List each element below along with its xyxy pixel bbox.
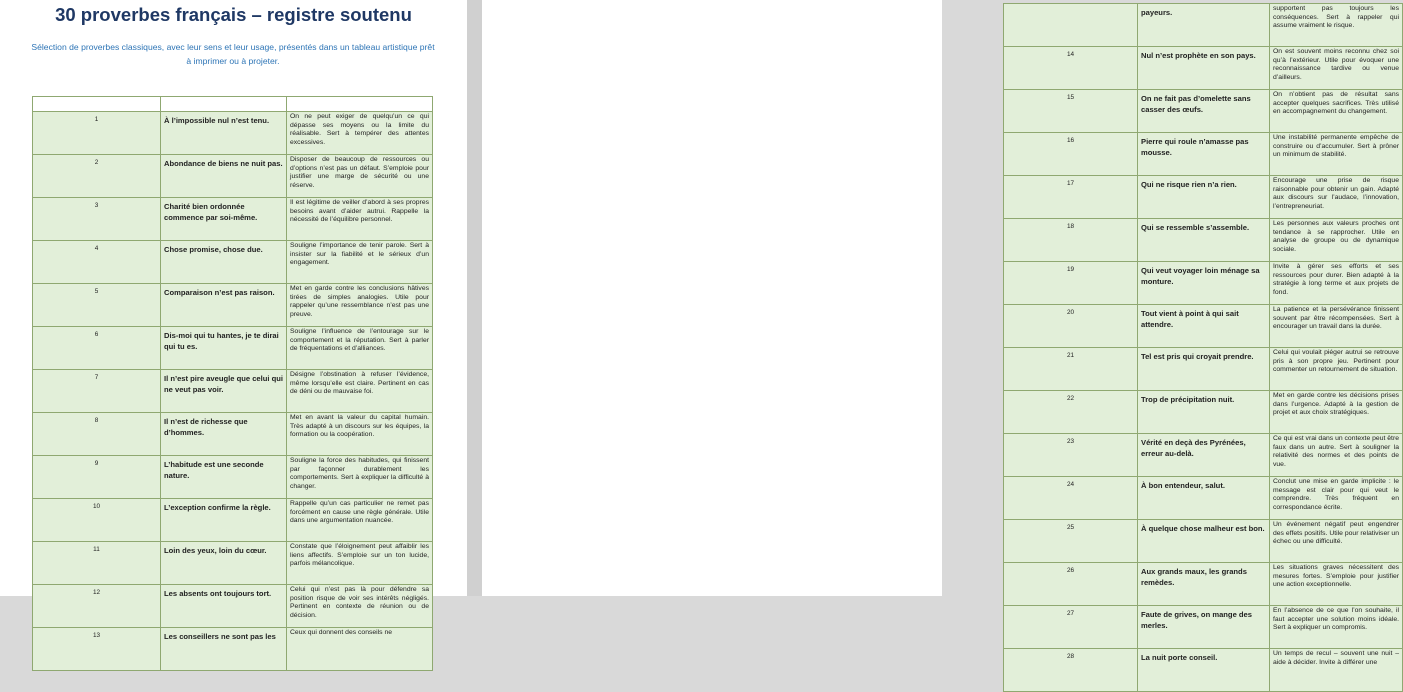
table-row bbox=[33, 198, 433, 241]
row-number: 24 bbox=[1066, 481, 1075, 488]
row-proverb-cell bbox=[161, 112, 287, 155]
row-proverb-cell bbox=[161, 413, 287, 456]
usage-text: Souligne l’influence de l’entourage sur le comportement et la réputation. Sert à parler de fréquentations et d’alliances. bbox=[290, 328, 429, 353]
proverb-text: On ne fait pas d’omelette sans casser des œufs. bbox=[1141, 94, 1251, 114]
table-row bbox=[1004, 219, 1403, 262]
proverb-text: Il n’est pire aveugle que celui qui ne veut pas voir. bbox=[164, 374, 284, 394]
row-num-cell bbox=[1004, 606, 1138, 649]
table-row bbox=[33, 628, 433, 671]
row-proverb-cell bbox=[1138, 4, 1270, 47]
table-row bbox=[1004, 563, 1403, 606]
row-number: 3 bbox=[94, 202, 99, 209]
usage-text: On est souvent moins reconnu chez soi qu’à l’extérieur. Utile pour évoquer une reconnaissance tardive ou venue d’ailleurs. bbox=[1273, 48, 1399, 82]
header-cell-usage bbox=[287, 97, 433, 112]
proverb-text: Dis-moi qui tu hantes, je te dirai qui tu es. bbox=[164, 331, 279, 351]
table-row bbox=[33, 155, 433, 198]
row-number: 28 bbox=[1066, 653, 1075, 660]
row-usage-cell bbox=[1270, 90, 1403, 133]
row-num-cell bbox=[1004, 520, 1138, 563]
row-number: 27 bbox=[1066, 610, 1075, 617]
proverb-text: Nul n’est prophète en son pays. bbox=[1141, 51, 1256, 60]
usage-text: Un temps de recul – souvent une nuit – aide à décider. Invite à différer une bbox=[1273, 650, 1399, 666]
table-row bbox=[33, 585, 433, 628]
row-usage-cell bbox=[1270, 219, 1403, 262]
row-proverb-cell bbox=[1138, 649, 1270, 692]
row-number: 6 bbox=[94, 331, 99, 338]
row-number: 2 bbox=[94, 159, 99, 166]
document-page-right bbox=[482, 0, 1399, 666]
row-num-cell bbox=[1004, 434, 1138, 477]
row-number: 17 bbox=[1066, 180, 1075, 187]
row-num-cell bbox=[1004, 305, 1138, 348]
row-usage-cell bbox=[1270, 391, 1403, 434]
proverb-text: payeurs. bbox=[1141, 8, 1173, 17]
usage-text: Désigne l’obstination à refuser l’évidence, même lorsqu’elle est claire. Pertinent en cas de déni ou de mauvaise foi. bbox=[290, 371, 429, 396]
row-usage-cell bbox=[287, 628, 433, 671]
row-number: 26 bbox=[1066, 567, 1075, 574]
table-row bbox=[1004, 305, 1403, 348]
row-number: 21 bbox=[1066, 352, 1075, 359]
usage-text: Conclut une mise en garde implicite : le message est clair pour qui veut le comprendre. Très fréquent en correspondance écrite. bbox=[1273, 478, 1399, 512]
usage-text: On ne peut exiger de quelqu’un ce qui dépasse ses moyens ou la limite du réalisable. Sert à tempérer des attentes excessives. bbox=[290, 113, 429, 147]
row-usage-cell bbox=[287, 327, 433, 370]
usage-text: Une instabilité permanente empêche de construire ou d’accumuler. Sert à prôner un minimum de stabilité. bbox=[1273, 134, 1399, 159]
row-usage-cell bbox=[287, 499, 433, 542]
row-usage-cell bbox=[1270, 47, 1403, 90]
proverb-text: Chose promise, chose due. bbox=[164, 245, 263, 254]
row-usage-cell bbox=[1270, 4, 1403, 47]
proverb-text: Aux grands maux, les grands remèdes. bbox=[1141, 567, 1247, 587]
row-usage-cell bbox=[1270, 477, 1403, 520]
usage-text: Constate que l’éloignement peut affaiblir les liens affectifs. S’emploie sur un ton lucide, parfois mélancolique. bbox=[290, 543, 429, 568]
row-number: 5 bbox=[94, 288, 99, 295]
row-proverb-cell bbox=[161, 585, 287, 628]
row-usage-cell bbox=[1270, 606, 1403, 649]
row-num-cell bbox=[1004, 348, 1138, 391]
row-num-cell bbox=[33, 542, 161, 585]
document-subtitle: Sélection de proverbes classiques, avec leur sens et leur usage, présentés dans un tableau artistique prêt à imprimer ou à projeter. bbox=[31, 42, 435, 66]
row-number: 4 bbox=[94, 245, 99, 252]
row-num-cell bbox=[33, 284, 161, 327]
row-usage-cell bbox=[287, 370, 433, 413]
table-row bbox=[1004, 47, 1403, 90]
row-usage-cell bbox=[287, 155, 433, 198]
usage-text: Ce qui est vrai dans un contexte peut être faux dans un autre. Sert à souligner la relativité des normes et des points de vue. bbox=[1273, 435, 1399, 469]
row-num-cell bbox=[1004, 90, 1138, 133]
row-proverb-cell bbox=[1138, 477, 1270, 520]
table-row bbox=[1004, 391, 1403, 434]
row-number: 11 bbox=[93, 546, 100, 553]
proverb-text: Abondance de biens ne nuit pas. bbox=[164, 159, 283, 168]
proverb-text: À l’impossible nul n’est tenu. bbox=[164, 116, 270, 125]
row-number: 10 bbox=[92, 503, 101, 510]
row-num-cell bbox=[1004, 4, 1138, 47]
row-num-cell bbox=[33, 628, 161, 671]
row-num-cell bbox=[33, 456, 161, 499]
row-usage-cell bbox=[287, 585, 433, 628]
row-num-cell bbox=[33, 241, 161, 284]
table-row bbox=[1004, 348, 1403, 391]
header-cell-num bbox=[33, 97, 161, 112]
row-num-cell bbox=[33, 370, 161, 413]
table-row bbox=[1004, 520, 1403, 563]
proverb-text: Qui se ressemble s’assemble. bbox=[1141, 223, 1250, 232]
usage-text: Ceux qui donnent des conseils ne bbox=[290, 629, 393, 636]
row-usage-cell bbox=[287, 542, 433, 585]
row-usage-cell bbox=[287, 456, 433, 499]
usage-text: Invite à gérer ses efforts et ses ressources pour durer. Bien adapté à la stratégie à long terme et aux projets de fond. bbox=[1273, 263, 1399, 297]
document-title: 30 proverbes français – registre soutenu bbox=[55, 4, 412, 25]
row-num-cell bbox=[1004, 563, 1138, 606]
usage-text: Encourage une prise de risque raisonnable pour obtenir un gain. Adapté aux discours sur l’audace, l’innovation, l’entrepreneuriat. bbox=[1273, 177, 1399, 211]
usage-text: La patience et la persévérance finissent souvent par être récompensées. Sert à encourager un travail dans la durée. bbox=[1273, 306, 1399, 331]
usage-text: Les personnes aux valeurs proches ont tendance à se rapprocher. Utile en analyse de groupe ou de dynamique sociale. bbox=[1273, 220, 1399, 254]
table-row bbox=[33, 456, 433, 499]
row-number: 9 bbox=[94, 460, 99, 467]
row-proverb-cell bbox=[161, 542, 287, 585]
row-num-cell bbox=[1004, 649, 1138, 692]
usage-text: Disposer de beaucoup de ressources ou d’options n’est pas un défaut. S’emploie pour justifier une marge de sécurité ou une réserve. bbox=[290, 156, 429, 190]
row-number: 13 bbox=[92, 632, 101, 639]
table-row bbox=[1004, 434, 1403, 477]
row-proverb-cell bbox=[1138, 391, 1270, 434]
row-proverb-cell bbox=[1138, 219, 1270, 262]
row-proverb-cell bbox=[1138, 90, 1270, 133]
table-row bbox=[1004, 606, 1403, 649]
table-row bbox=[33, 499, 433, 542]
row-num-cell bbox=[1004, 133, 1138, 176]
row-proverb-cell bbox=[1138, 176, 1270, 219]
row-usage-cell bbox=[1270, 649, 1403, 692]
page-gap bbox=[467, 0, 482, 596]
row-num-cell bbox=[33, 413, 161, 456]
row-usage-cell bbox=[287, 413, 433, 456]
row-proverb-cell bbox=[161, 198, 287, 241]
proverbs-table-left bbox=[32, 96, 433, 671]
row-proverb-cell bbox=[1138, 348, 1270, 391]
table-row bbox=[33, 370, 433, 413]
table-row bbox=[1004, 176, 1403, 219]
usage-text: Les situations graves nécessitent des mesures fortes. S’emploie pour justifier une action exceptionnelle. bbox=[1273, 564, 1399, 589]
proverb-text: Tel est pris qui croyait prendre. bbox=[1141, 352, 1254, 361]
row-number: 23 bbox=[1066, 438, 1075, 445]
row-usage-cell bbox=[1270, 520, 1403, 563]
table-row bbox=[1004, 262, 1403, 305]
usage-text: supportent pas toujours les conséquences. Sert à rappeler qui assume vraiment le risque. bbox=[1273, 5, 1399, 30]
table-row bbox=[33, 284, 433, 327]
row-number: 8 bbox=[94, 417, 99, 424]
row-usage-cell bbox=[1270, 176, 1403, 219]
proverb-text: Loin des yeux, loin du cœur. bbox=[164, 546, 267, 555]
table-row bbox=[33, 241, 433, 284]
proverb-text: Les conseillers ne sont pas les bbox=[164, 632, 276, 641]
usage-text: Celui qui n’est pas là pour défendre sa position risque de voir ses intérêts négligés. Pertinent en contexte de réunion ou de décision. bbox=[290, 586, 429, 620]
row-proverb-cell bbox=[161, 241, 287, 284]
row-usage-cell bbox=[1270, 262, 1403, 305]
proverb-text: Faute de grives, on mange des merles. bbox=[1141, 610, 1252, 630]
usage-text: Met en avant la valeur du capital humain. Très adapté à un discours sur les équipes, la formation ou la coopération. bbox=[290, 414, 429, 439]
row-number: 18 bbox=[1066, 223, 1075, 230]
row-number: 7 bbox=[94, 374, 99, 381]
row-usage-cell bbox=[287, 284, 433, 327]
row-num-cell bbox=[33, 499, 161, 542]
row-num-cell bbox=[33, 585, 161, 628]
row-proverb-cell bbox=[1138, 434, 1270, 477]
proverb-text: Vérité en deçà des Pyrénées, erreur au-delà. bbox=[1141, 438, 1246, 458]
row-number: 12 bbox=[92, 589, 101, 596]
row-num-cell bbox=[1004, 391, 1138, 434]
table-row bbox=[33, 327, 433, 370]
row-usage-cell bbox=[1270, 434, 1403, 477]
row-proverb-cell bbox=[1138, 47, 1270, 90]
row-num-cell bbox=[1004, 477, 1138, 520]
row-num-cell bbox=[33, 112, 161, 155]
usage-text: Met en garde contre les décisions prises dans l’urgence. Adapté à la gestion de projet et aux choix stratégiques. bbox=[1273, 392, 1399, 417]
row-proverb-cell bbox=[1138, 305, 1270, 348]
usage-text: On n’obtient pas de résultat sans accepter quelques sacrifices. Très utilisé en accompagnement du changement. bbox=[1273, 91, 1399, 116]
row-num-cell bbox=[33, 155, 161, 198]
row-proverb-cell bbox=[161, 456, 287, 499]
proverbs-table-right bbox=[1003, 3, 1403, 692]
row-usage-cell bbox=[1270, 563, 1403, 606]
document-page-left bbox=[0, 0, 467, 641]
row-usage-cell bbox=[1270, 133, 1403, 176]
row-proverb-cell bbox=[161, 155, 287, 198]
row-num-cell bbox=[33, 327, 161, 370]
proverb-text: Comparaison n’est pas raison. bbox=[164, 288, 275, 297]
table-header-row bbox=[33, 97, 433, 112]
table-row bbox=[1004, 133, 1403, 176]
row-proverb-cell bbox=[1138, 606, 1270, 649]
row-proverb-cell bbox=[1138, 133, 1270, 176]
usage-text: Rappelle qu’un cas particulier ne remet pas forcément en cause une règle générale. Utile dans une argumentation nuancée. bbox=[290, 500, 429, 525]
row-num-cell bbox=[33, 198, 161, 241]
row-proverb-cell bbox=[161, 628, 287, 671]
usage-text: Un événement négatif peut engendrer des effets positifs. Utile pour relativiser un échec ou une difficulté. bbox=[1273, 521, 1399, 546]
proverb-text: Qui veut voyager loin ménage sa monture. bbox=[1141, 266, 1260, 286]
proverb-text: Trop de précipitation nuit. bbox=[1141, 395, 1235, 404]
row-number: 1 bbox=[94, 116, 99, 123]
usage-text: Souligne l’importance de tenir parole. Sert à insister sur la fiabilité et le sérieux d’un engagement. bbox=[290, 242, 429, 267]
row-number: 19 bbox=[1066, 266, 1075, 273]
proverb-text: Il n’est de richesse que d’hommes. bbox=[164, 417, 248, 437]
table-row-continued bbox=[1004, 4, 1403, 47]
row-num-cell bbox=[1004, 47, 1138, 90]
usage-text: Celui qui voulait piéger autrui se retrouve pris à son propre jeu. Pertinent pour commenter un retournement de situation. bbox=[1273, 349, 1399, 374]
table-row bbox=[1004, 477, 1403, 520]
row-proverb-cell bbox=[161, 327, 287, 370]
row-number: 14 bbox=[1066, 51, 1075, 58]
usage-text: Souligne la force des habitudes, qui finissent par façonner durablement les comportements. Sert à expliquer la difficulté à changer. bbox=[290, 457, 429, 491]
row-proverb-cell bbox=[161, 370, 287, 413]
row-number: 16 bbox=[1066, 137, 1075, 144]
row-usage-cell bbox=[287, 198, 433, 241]
row-usage-cell bbox=[287, 112, 433, 155]
row-number: 25 bbox=[1066, 524, 1075, 531]
row-num-cell bbox=[1004, 262, 1138, 305]
row-usage-cell bbox=[287, 241, 433, 284]
row-number: 22 bbox=[1066, 395, 1075, 402]
table-row bbox=[33, 413, 433, 456]
row-num-cell bbox=[1004, 219, 1138, 262]
usage-text: En l’absence de ce que l’on souhaite, il faut accepter une solution moins idéale. Sert à expliquer un compromis. bbox=[1273, 607, 1399, 632]
row-usage-cell bbox=[1270, 305, 1403, 348]
usage-text: Il est légitime de veiller d’abord à ses propres besoins avant d’aider autrui. Rappelle la nécessité de l’équilibre personnel. bbox=[290, 199, 429, 224]
row-proverb-cell bbox=[1138, 563, 1270, 606]
row-number: 15 bbox=[1066, 94, 1075, 101]
row-proverb-cell bbox=[1138, 262, 1270, 305]
proverb-text: Qui ne risque rien n’a rien. bbox=[1141, 180, 1237, 189]
row-num-cell bbox=[1004, 176, 1138, 219]
proverb-text: Les absents ont toujours tort. bbox=[164, 589, 272, 598]
header-cell-proverb bbox=[161, 97, 287, 112]
row-proverb-cell bbox=[161, 284, 287, 327]
proverb-text: Pierre qui roule n’amasse pas mousse. bbox=[1141, 137, 1249, 157]
table-row bbox=[1004, 90, 1403, 133]
proverb-text: La nuit porte conseil. bbox=[1141, 653, 1218, 662]
table-row bbox=[1004, 649, 1403, 692]
row-usage-cell bbox=[1270, 348, 1403, 391]
proverb-text: Tout vient à point à qui sait attendre. bbox=[1141, 309, 1239, 329]
table-row bbox=[33, 542, 433, 585]
proverb-text: À quelque chose malheur est bon. bbox=[1141, 524, 1265, 533]
table-row bbox=[33, 112, 433, 155]
row-number: 20 bbox=[1066, 309, 1075, 316]
usage-text: Met en garde contre les conclusions hâtives tirées de simples analogies. Utile pour rappeler qu’une ressemblance n’est pas une preuve. bbox=[290, 285, 429, 319]
row-proverb-cell bbox=[1138, 520, 1270, 563]
proverb-text: L’habitude est une seconde nature. bbox=[164, 460, 264, 480]
proverb-text: L’exception confirme la règle. bbox=[164, 503, 271, 512]
proverb-text: Charité bien ordonnée commence par soi-même. bbox=[164, 202, 258, 222]
proverb-text: À bon entendeur, salut. bbox=[1141, 481, 1225, 490]
row-proverb-cell bbox=[161, 499, 287, 542]
